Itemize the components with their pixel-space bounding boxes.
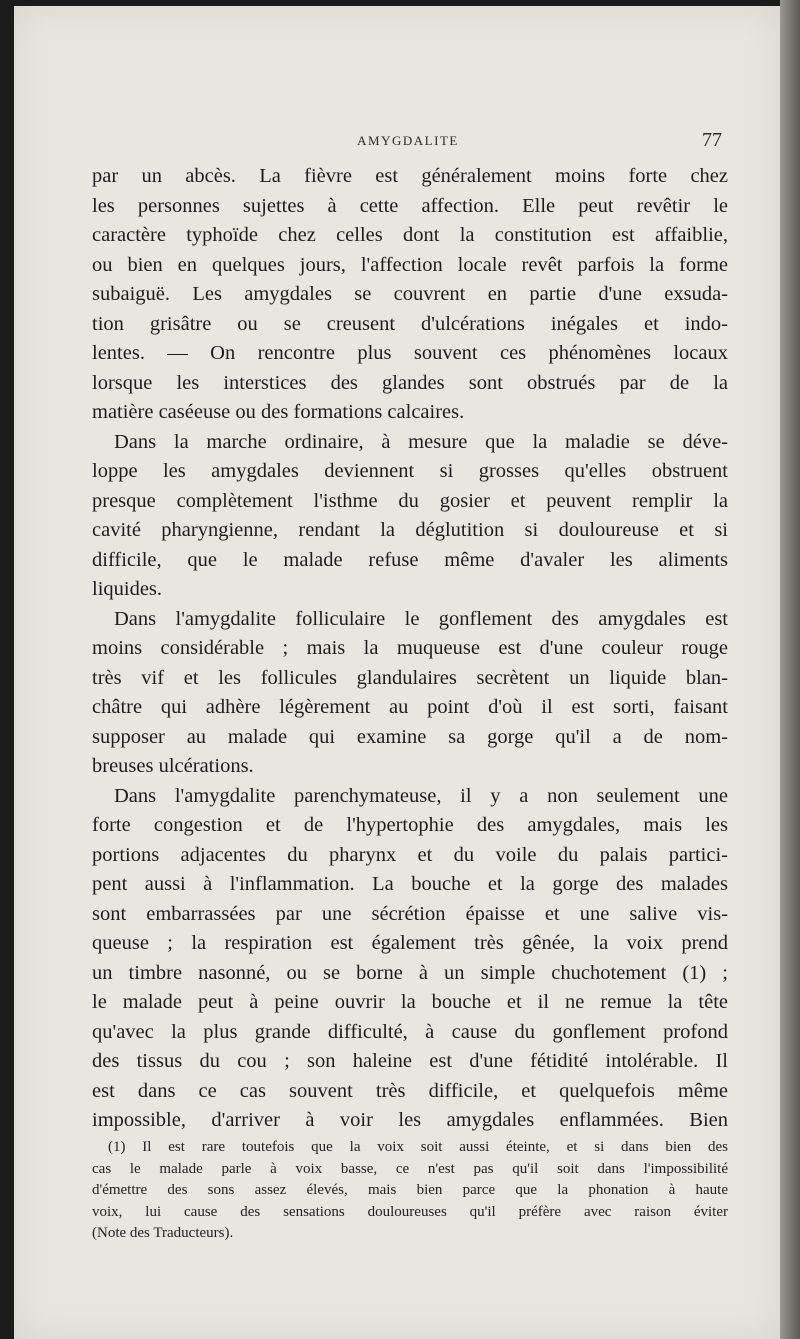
page-number: 77 xyxy=(702,129,722,151)
text-line: châtre qui adhère légèrement au point d'où il est sorti, faisant xyxy=(92,696,728,718)
text-line: portions adjacentes du pharynx et du voile du palais partici- xyxy=(92,843,728,866)
text-line: impossible, d'arriver à voir les amygdales enflammées. Bien xyxy=(92,1109,728,1131)
text-line: par un abcès. La fièvre est généralement moins forte chez xyxy=(92,165,728,187)
text-line: un timbre nasonné, ou se borne à un simple chuchotement (1) ; xyxy=(92,961,728,984)
page-header xyxy=(92,130,724,152)
text-line: pent aussi à l'inflammation. La bouche et la gorge des malades xyxy=(92,873,728,895)
page-edge-shadow xyxy=(780,0,800,1339)
text-line: liquides. xyxy=(92,578,163,600)
text-line: forte congestion et de l'hypertophie des amygdales, mais les xyxy=(92,814,728,836)
footnote-line: voix, lui cause des sensations douloureuses qu'il préfère avec raison éviter xyxy=(92,1203,728,1220)
text-line: lorsque les interstices des glandes sont obstrués par de la xyxy=(92,371,728,394)
text-line: tion grisâtre ou se creusent d'ulcérations inégales et indo- xyxy=(92,312,728,335)
text-line: des tissus du cou ; son haleine est d'une fétidité intolérable. Il xyxy=(92,1050,728,1072)
footnote-line: (1) Il est rare toutefois que la voix soit aussi éteinte, et si dans bien des xyxy=(108,1139,728,1155)
text-line: très vif et les follicules glandulaires secrètent un liquide blan- xyxy=(92,666,728,689)
text-line: loppe les amygdales deviennent si grosses qu'elles obstruent xyxy=(92,460,728,482)
text-line: difficile, que le malade refuse même d'avaler les aliments xyxy=(92,548,728,571)
text-line: cavité pharyngienne, rendant la déglutition si douloureuse et si xyxy=(92,519,728,541)
text-line: les personnes sujettes à cette affection. Elle peut revêtir le xyxy=(92,194,728,217)
text-line: Dans l'amygdalite parenchymateuse, il y a non seulement une xyxy=(114,784,728,807)
body-text xyxy=(92,162,728,1136)
text-line: lentes. — On rencontre plus souvent ces phénomènes locaux xyxy=(92,342,728,364)
text-line: moins considérable ; mais la muqueuse est d'une couleur rouge xyxy=(92,637,728,659)
text-line: le malade peut à peine ouvrir la bouche et il ne remue la tête xyxy=(92,991,728,1013)
running-title: AMYGDALITE xyxy=(357,133,459,148)
text-line: qu'avec la plus grande difficulté, à cause du gonflement profond xyxy=(92,1020,728,1043)
text-line: breuses ulcérations. xyxy=(92,755,254,777)
text-line: supposer au malade qui examine sa gorge qu'il a de nom- xyxy=(92,725,728,748)
text-line: caractère typhoïde chez celles dont la constitution est affaiblie, xyxy=(92,224,728,246)
footnote xyxy=(92,1137,728,1245)
text-line: est dans ce cas souvent très difficile, et quelquefois même xyxy=(92,1079,728,1102)
text-line: queuse ; la respiration est également très gênée, la voix prend xyxy=(92,932,728,954)
text-line: presque complètement l'isthme du gosier et peuvent remplir la xyxy=(92,489,728,512)
text-line: ou bien en quelques jours, l'affection locale revêt parfois la forme xyxy=(92,253,728,276)
text-line: subaiguë. Les amygdales se couvrent en partie d'une exsuda- xyxy=(92,283,728,305)
footnote-line: (Note des Traducteurs). xyxy=(92,1225,234,1241)
text-line: matière caséeuse ou des formations calcaires. xyxy=(92,401,465,423)
text-line: sont embarrassées par une sécrétion épaisse et une salive vis- xyxy=(92,902,728,925)
footnote-line: d'émettre des sons assez élevés, mais bien parce que la phonation à haute xyxy=(92,1182,728,1198)
text-line: Dans la marche ordinaire, à mesure que la maladie se déve- xyxy=(114,430,728,453)
text-line: Dans l'amygdalite folliculaire le gonflement des amygdales est xyxy=(114,607,728,630)
footnote-line: cas le malade parle à voix basse, ce n'est pas qu'il soit dans l'impossibilité xyxy=(92,1160,728,1177)
